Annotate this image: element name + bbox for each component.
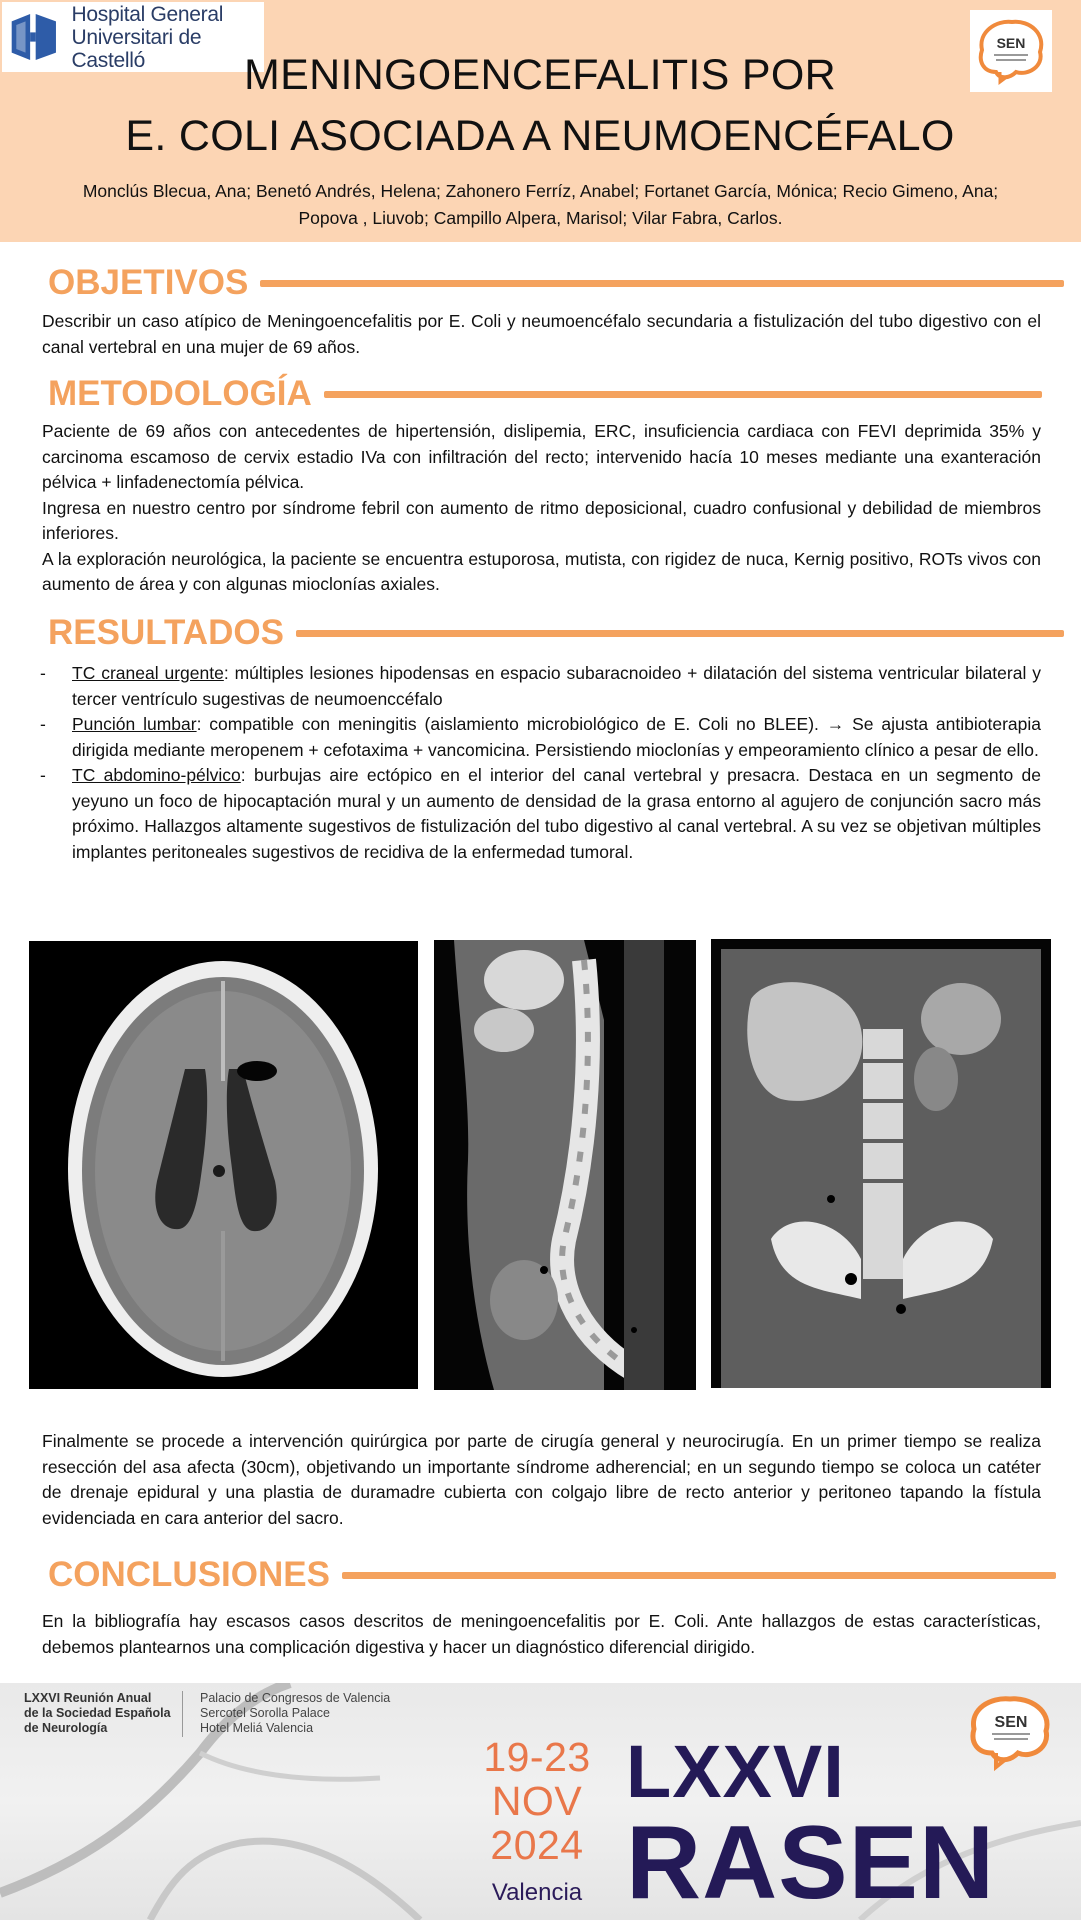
- conclusiones-text: En la bibliografía hay escasos casos descritos de meningoencefalitis por E. Coli. Ante hallazgos de estas características, debemos plantearnos una complicación digestiva y hacer un diagnóstico diferencial dirigido.: [42, 1611, 1041, 1657]
- hospital-name-line1: Hospital General: [71, 2, 224, 26]
- venue-item: Hotel Meliá Valencia: [200, 1721, 314, 1735]
- bullet-term: TC abdomino-pélvico: [72, 765, 241, 785]
- authors-line2: Popova , Liuvob; Campillo Alpera, Marisol; Vilar Fabra, Carlos.: [298, 208, 783, 228]
- venue-item: Sercotel Sorolla Palace: [200, 1706, 330, 1720]
- resultados-heading: RESULTADOS: [48, 613, 284, 652]
- hospital-name-line2: Universitari de Castelló: [71, 25, 202, 72]
- footer-divider: [182, 1691, 183, 1737]
- bullet-dash: -: [40, 663, 46, 683]
- bullet-body: : múltiples lesiones hipodensas en espacio subaracnoideo + dilatación del sistema ventricular bilateral y tercer ventrículo sugestivas de neumoenccéfalo: [72, 663, 1041, 709]
- meeting-name: [24, 1691, 171, 1736]
- poster-title: [90, 45, 990, 167]
- ct-brain-axial-image: [29, 941, 418, 1389]
- bullet-term: Punción lumbar: [72, 714, 197, 734]
- bullet-body: : burbujas aire ectópico en el interior del canal vertebral y presacra. Destaca en un segmento de yeyuno un foco de hipocaptación mural y un aumento de densidad de la grasa entorno al agujero de conjunción sacro más próximo. Hallazgos altamente sugestivos de fistulización del tubo digestivo al canal vertebral. A su vez se objetivan múltiples implantes peritoneales sugestivos de recidiva de la enfermedad tumoral.: [72, 765, 1041, 862]
- dates-days: 19-23: [483, 1734, 591, 1780]
- list-item: [40, 763, 1041, 865]
- metodologia-text: [42, 419, 1041, 598]
- section-metodologia-heading: [48, 373, 1042, 415]
- metodologia-paragraph-1: Paciente de 69 años con antecedentes de hipertensión, dislipemia, ERC, insuficiencia cardiaca con FEVI deprimida 35% y carcinoma escamoso de cervix estadio IVa con infiltración del recto; intervenido hacía 10 meses mediante una exanteración pélvica + linfadenectomía pélvica.: [42, 421, 1041, 492]
- bullet-text: [72, 661, 1041, 712]
- bullet-dash: -: [40, 714, 46, 734]
- section-rule: [324, 391, 1042, 398]
- bullet-text: [72, 712, 1041, 763]
- bullet-text: [72, 763, 1041, 865]
- title-line2: E. COLI ASOCIADA A NEUMOENCÉFALO: [125, 112, 955, 160]
- poster-header: [0, 0, 1081, 242]
- authors-line1: Monclús Blecua, Ana; Benetó Andrés, Helena; Zahonero Ferríz, Anabel; Fortanet García, Mónica; Recio Gimeno, Ana;: [82, 181, 999, 201]
- authors: [30, 178, 1051, 232]
- bullet-dash: -: [40, 765, 46, 785]
- venue-item: Palacio de Congresos de Valencia: [200, 1691, 391, 1705]
- objetivos-text: Describir un caso atípico de Meningoencefalitis por E. Coli y neumoencéfalo secundaria a fistulización del tubo digestivo con el canal vertebral en una mujer de 69 años.: [42, 311, 1041, 357]
- resultados-final-text: Finalmente se procede a intervención quirúrgica por parte de cirugía general y neurocirugía. En un primer tiempo se realiza resección del asa afecta (30cm), objetivando un importante síndrome adherencial; en un segundo tiempo se coloca un catéter de drenaje epidural y una plastia de duramadre cubierta con colgajo libre de recto anterior y peritoneo tapando la fístula evidenciada en cara anterior del sacro.: [42, 1431, 1041, 1528]
- bullet-body: : compatible con meningitis (aislamiento microbiológico de E. Coli no BLEE). → Se ajusta antibioterapia dirigida mediante meropenem + cefotaxima + vancomicina. Persistiendo mioclonías y empeoramiento clínico a pesar de ello.: [72, 714, 1041, 760]
- congress-footer-banner: [0, 1683, 1081, 1920]
- sen-logo-icon: [970, 10, 1052, 92]
- section-rule: [260, 280, 1064, 287]
- conclusiones-heading: CONCLUSIONES: [48, 1555, 330, 1594]
- section-objetivos-heading: [48, 262, 1064, 304]
- meeting-line3: de Neurología: [24, 1721, 108, 1735]
- meeting-line2: de la Sociedad Española: [24, 1706, 171, 1720]
- congress-name: RASEN: [626, 1805, 996, 1920]
- sen-footer-logo-icon: [962, 1687, 1060, 1775]
- congress-dates: [478, 1735, 596, 1867]
- section-rule: [296, 630, 1064, 637]
- list-item: [40, 712, 1041, 763]
- section-rule: [342, 1572, 1056, 1579]
- bullet-term: TC craneal urgente: [72, 663, 224, 683]
- meeting-line1: LXXVI Reunión Anual: [24, 1691, 152, 1705]
- objetivos-heading: OBJETIVOS: [48, 263, 249, 302]
- section-conclusiones-heading: [48, 1554, 1056, 1596]
- congress-edition: LXXVI: [626, 1730, 845, 1813]
- list-item: [40, 661, 1041, 712]
- metodologia-heading: METODOLOGÍA: [48, 374, 312, 413]
- title-line1: MENINGOENCEFALITIS POR: [244, 51, 836, 99]
- section-resultados-heading: [48, 612, 1064, 654]
- ct-sagittal-spine-image: [434, 940, 696, 1390]
- sen-footer-logo-text: SEN: [994, 1714, 1028, 1731]
- hospital-logo-icon: [8, 8, 62, 66]
- metodologia-paragraph-2: Ingresa en nuestro centro por síndrome febril con aumento de ritmo deposicional, cuadro confusional y debilidad de miembros inferiores.: [42, 497, 1041, 543]
- ct-coronal-abdomen-image: [711, 939, 1051, 1388]
- resultados-list: [40, 661, 1041, 865]
- dates-month: NOV: [491, 1778, 583, 1824]
- sen-logo-text: SEN: [996, 35, 1026, 51]
- venue-list: [200, 1691, 390, 1736]
- congress-city: Valencia: [491, 1879, 583, 1906]
- dates-year: 2024: [490, 1822, 584, 1868]
- metodologia-paragraph-3: A la exploración neurológica, la paciente se encuentra estuporosa, mutista, con rigidez de nuca, Kernig positivo, ROTs vivos con aumento de área y con algunas mioclonías axiales.: [42, 548, 1041, 594]
